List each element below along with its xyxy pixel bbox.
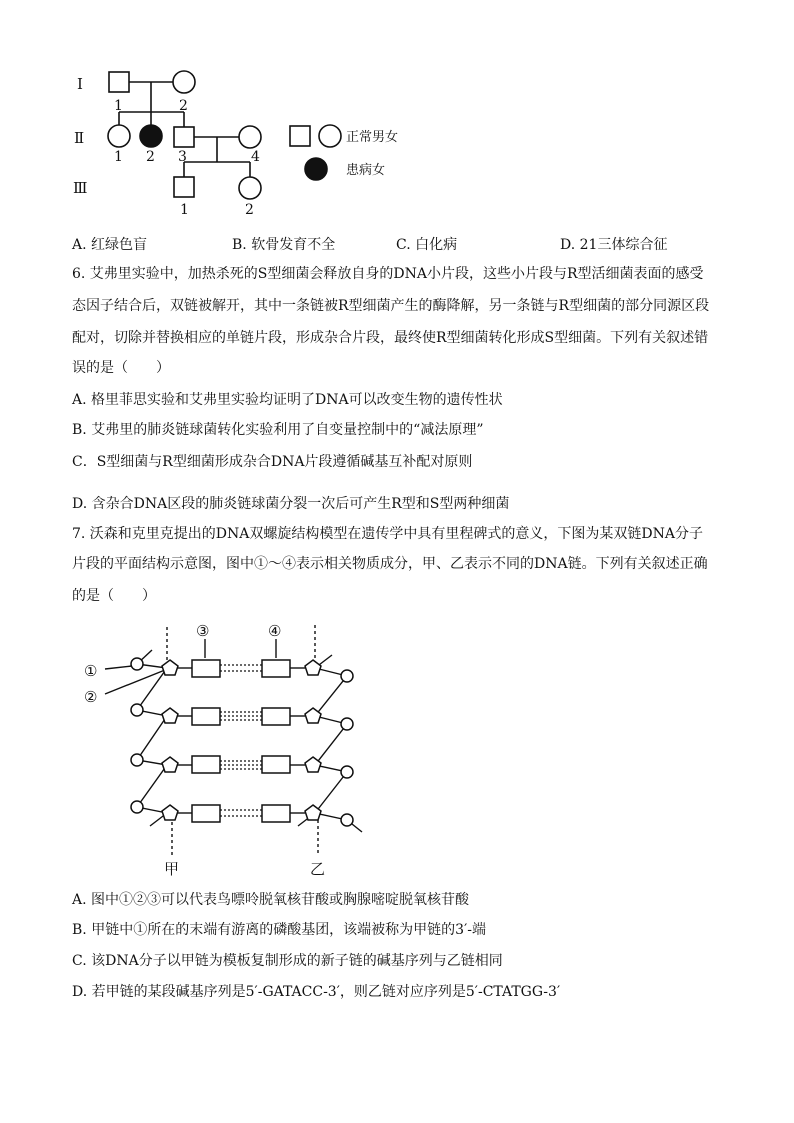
- base-pair-left: [192, 660, 220, 677]
- phosphate-right: [341, 766, 353, 778]
- gen1-female-2: [173, 71, 195, 93]
- label-1: ①: [84, 662, 98, 680]
- base-pair-left: [192, 708, 220, 725]
- q5-option-d: D. 21三体综合征: [560, 237, 668, 253]
- strand-yi-label: 乙: [310, 860, 326, 878]
- legend-normal-label: 正常男女: [346, 130, 399, 145]
- sugar-left: [162, 708, 178, 723]
- gen2-female-4: [239, 126, 261, 148]
- label-3: ③: [196, 622, 210, 640]
- gen1-number: 2: [179, 98, 188, 114]
- phosphate-left: [131, 801, 143, 813]
- label-2: ②: [84, 688, 98, 706]
- base-pair-right: [262, 660, 290, 677]
- q6-option-b: B. 艾弗里的肺炎链球菌转化实验利用了自变量控制中的“减法原理”: [72, 422, 484, 438]
- q6-stem-line: 误的是（ ）: [72, 360, 170, 376]
- gen2-number: 2: [146, 149, 155, 165]
- gen2-male-3: [174, 127, 194, 147]
- q7-stem-line: 的是（ ）: [72, 588, 156, 604]
- gen3-male-1: [174, 177, 194, 197]
- sugar-left: [162, 757, 178, 772]
- q7-option-a: A. 图中①②③可以代表鸟嘌呤脱氧核苷酸或胸腺嘧啶脱氧核苷酸: [72, 892, 470, 908]
- legend-affected-label: 患病女: [346, 163, 386, 178]
- gen-label-3: Ⅲ: [73, 179, 88, 197]
- gen3-number: 2: [245, 202, 254, 218]
- gen2-affected-female-2: [140, 125, 162, 147]
- gen2-female-1: [108, 125, 130, 147]
- gen3-female-2: [239, 177, 261, 199]
- phosphate-right: [341, 814, 353, 826]
- gen3-number: 1: [180, 202, 189, 218]
- sugar-left: [162, 660, 178, 675]
- q6-option-d: D. 含杂合DNA区段的肺炎链球菌分裂一次后可产生R型和S型两种细菌: [72, 496, 510, 512]
- pedigree-chart: [0, 0, 794, 230]
- base-pair-right: [262, 805, 290, 822]
- q6-stem-line: 6. 艾弗里实验中，加热杀死的S型细菌会释放自身的DNA小片段，这些小片段与R型活细菌表面的感受: [72, 266, 704, 282]
- q7-stem-line: 片段的平面结构示意图，图中①～④表示相关物质成分，甲、乙表示不同的DNA链。下列有关叙述正确: [72, 556, 708, 572]
- q5-option-c: C. 白化病: [396, 237, 458, 253]
- sugar-right: [305, 660, 321, 675]
- base-pair-left: [192, 805, 220, 822]
- q7-stem-line: 7. 沃森和克里克提出的DNA双螺旋结构模型在遗传学中具有里程碑式的意义，下图为某双链DNA分子: [72, 526, 703, 542]
- sugar-right: [305, 708, 321, 723]
- base-pair-right: [262, 756, 290, 773]
- phosphate-right: [341, 718, 353, 730]
- label-4: ④: [268, 622, 282, 640]
- legend-affected-female-icon: [305, 158, 327, 180]
- strand-jia-label: 甲: [164, 860, 180, 878]
- gen1-male-1: [109, 72, 129, 92]
- q5-option-a: A. 红绿色盲: [72, 237, 148, 253]
- q6-option-a: A. 格里菲思实验和艾弗里实验均证明了DNA可以改变生物的遗传性状: [72, 392, 503, 408]
- phosphate-left: [131, 754, 143, 766]
- gen2-number: 1: [114, 149, 123, 165]
- q6-stem-line: 态因子结合后，双链被解开，其中一条链被R型细菌产生的酶降解，另一条链与R型细菌的部分同源区段: [72, 298, 710, 314]
- q7-option-c: C. 该DNA分子以甲链为模板复制形成的新子链的碱基序列与乙链相同: [72, 953, 503, 969]
- gen2-number: 4: [251, 149, 260, 165]
- phosphate-right: [341, 670, 353, 682]
- phosphate-left: [131, 658, 143, 670]
- gen1-number: 1: [114, 98, 123, 114]
- legend-male-icon: [290, 126, 310, 146]
- legend-female-icon: [319, 125, 341, 147]
- base-pair-left: [192, 756, 220, 773]
- gen-label-1: Ⅰ: [77, 75, 83, 93]
- q6-stem-line: 配对，切除并替换相应的单链片段，形成杂合片段，最终使R型细菌转化形成S型细菌。下列有关叙述错: [72, 330, 709, 346]
- phosphate-left: [131, 704, 143, 716]
- gen2-number: 3: [178, 149, 187, 165]
- q6-option-c: C．S型细菌与R型细菌形成杂合DNA片段遵循碱基互补配对原则: [72, 454, 473, 470]
- q7-option-d: D. 若甲链的某段碱基序列是5′-GATACC-3′，则乙链对应序列是5′-CTATGG-3′: [72, 984, 561, 1000]
- sugar-left: [162, 805, 178, 820]
- q7-option-b: B. 甲链中①所在的末端有游离的磷酸基团，该端被称为甲链的3′-端: [72, 922, 487, 938]
- gen-label-2: Ⅱ: [74, 129, 85, 147]
- base-pair-right: [262, 708, 290, 725]
- q5-option-b: B. 软骨发育不全: [232, 237, 336, 253]
- dna-diagram: [0, 610, 794, 890]
